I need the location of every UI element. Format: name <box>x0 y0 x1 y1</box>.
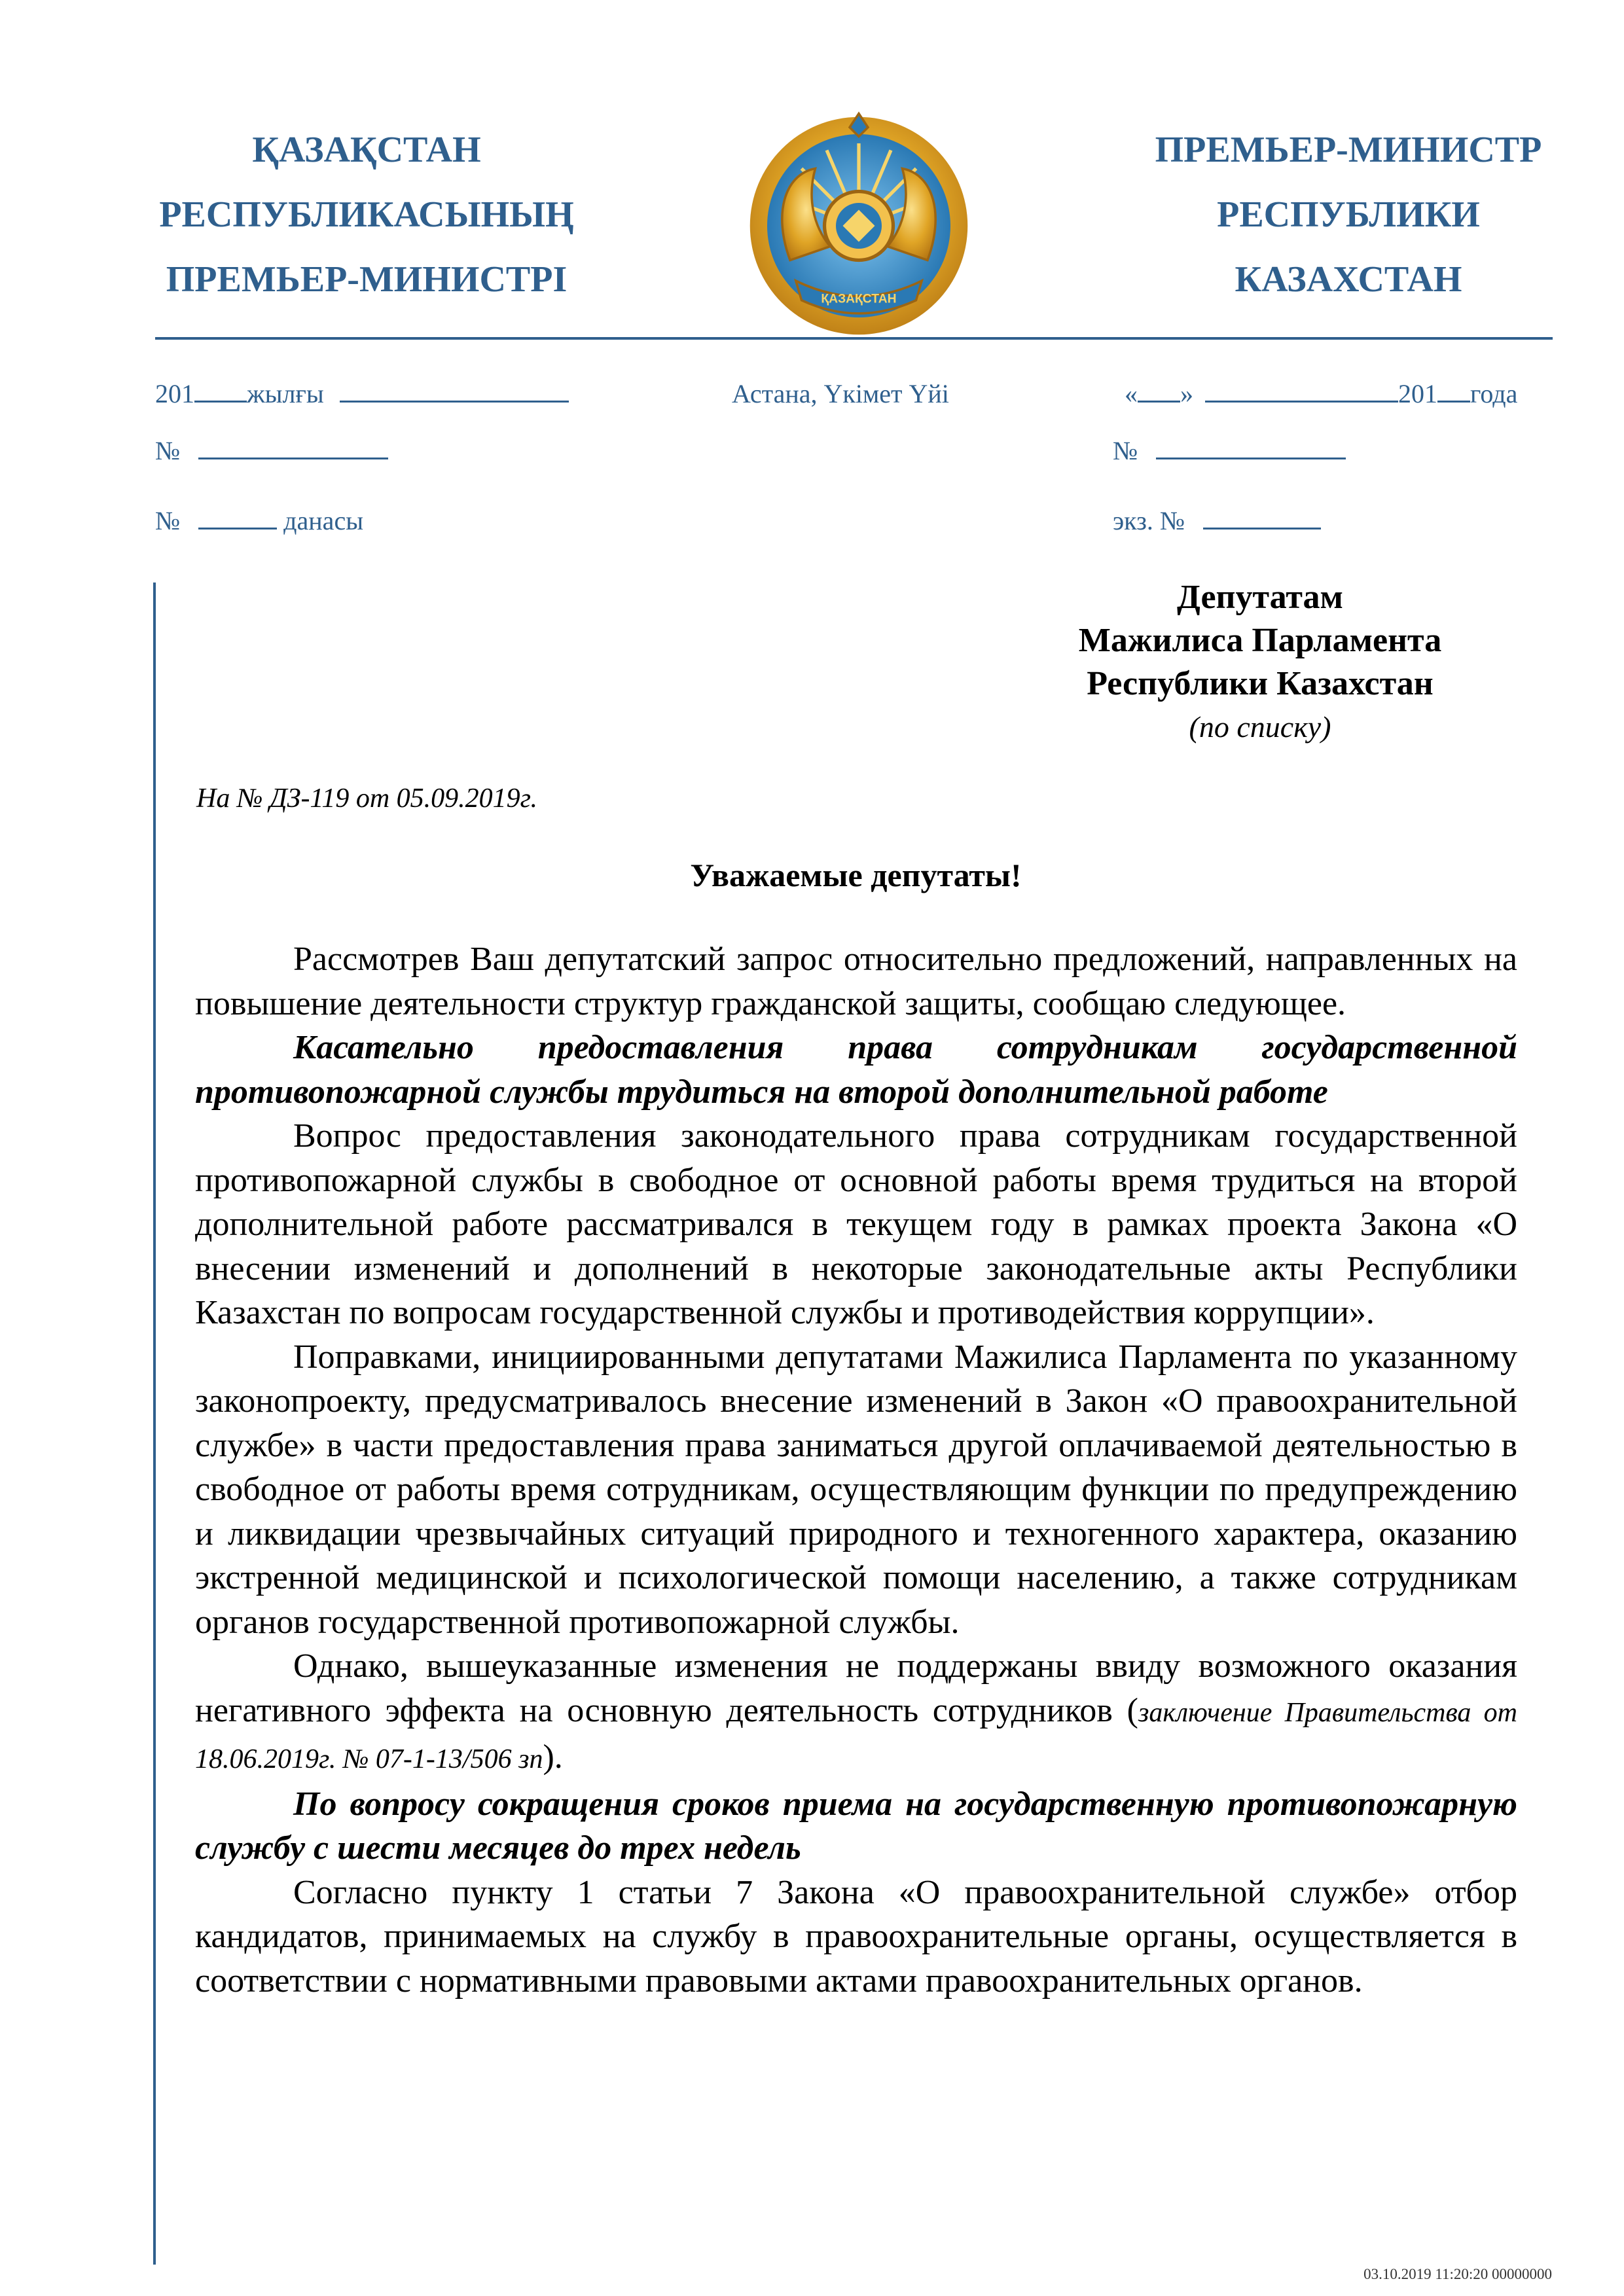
reference-number: На № ДЗ-119 от 05.09.2019г. <box>196 783 537 814</box>
addressee-line-2: Мажилиса Парламента <box>1078 622 1442 659</box>
header-right-line-1: ПРЕМЬЕР-МИНИСТР <box>1155 130 1542 170</box>
addressee-note-text: по списку <box>1199 710 1322 744</box>
copy-prefix-right: экз. № <box>1113 506 1185 535</box>
number-field-left <box>155 435 388 466</box>
date-ru-year-blank <box>1437 378 1470 403</box>
date-ru-month-blank <box>1205 378 1398 403</box>
header-left-kazakh <box>131 118 602 312</box>
addressee-line-1: Депутатам <box>1177 579 1343 616</box>
left-margin-rule <box>153 583 156 2265</box>
number-sign-right: № <box>1113 436 1138 465</box>
copy-blank-right <box>1203 505 1321 529</box>
date-ru-year-prefix: 201 <box>1398 379 1437 408</box>
paragraph-5: Согласно пункту 1 статьи 7 Закона «О правоохранительной службе» отбор кандидатов, принимаемых на службу в правоохранительные органы, осуществляется в соответствии с нормативными правовыми актами правоохранительных органов. <box>195 1873 1517 2000</box>
copy-suffix-left: данасы <box>283 506 364 535</box>
header-divider <box>155 337 1553 340</box>
header-left-line-2: РЕСПУБЛИКАСЫНЫҢ <box>159 194 574 235</box>
addressee-note <box>982 706 1538 749</box>
number-blank-left <box>198 435 388 459</box>
paragraph-4 <box>195 1644 1517 1782</box>
date-ru-quote-close: » <box>1180 379 1193 408</box>
date-kz-year-prefix: 201 <box>155 379 194 408</box>
date-field-kazakh <box>155 378 569 409</box>
paragraph-4-main: Однако, вышеуказанные изменения не поддержаны ввиду возможного оказания негативного эффекта на основную деятельность сотрудников ( <box>195 1647 1517 1729</box>
header-right-line-3: КАЗАХСТАН <box>1235 259 1462 300</box>
place-label: Астана, Үкімет Үйі <box>732 379 949 408</box>
date-kz-blank <box>340 378 569 403</box>
addressee-note-close: ) <box>1321 710 1331 744</box>
addressee-note-open: ( <box>1189 710 1199 744</box>
number-sign-left: № <box>155 436 181 465</box>
date-kz-year-blank <box>194 378 247 403</box>
addressee-line-3: Республики Казахстан <box>1087 665 1434 702</box>
date-ru-year-suffix: года <box>1470 379 1518 408</box>
number-field-right <box>1113 435 1346 466</box>
emblem-ribbon-text: ҚАЗАҚСТАН <box>821 292 897 306</box>
paragraph-3: Поправками, инициированными депутатами Мажилиса Парламента по указанному законопроекту, предусматривалось внесение изменений в Закон «О правоохранительной службе» в части предоставления права заниматься другой оплачиваемой деятельностью в свободное от работы время сотрудникам, осуществляющим функции по предупреждению и ликвидации чрезвычайных ситуаций природного и техногенного характера, оказанию экстренной медицинской и психологической помощи населению, а также сотрудникам органов государственной противопожарной службы. <box>195 1338 1517 1641</box>
date-ru-quote-open: « <box>1125 379 1138 408</box>
header-left-line-1: ҚАЗАҚСТАН <box>252 130 481 170</box>
section-heading-2: По вопросу сокращения сроков приема на государственную противопожарную службу с шести месяцев до трех недель <box>195 1785 1517 1867</box>
salutation: Уважаемые депутаты! <box>690 857 1022 893</box>
footer-timestamp: 03.10.2019 11:20:20 00000000 <box>1363 2266 1552 2282</box>
copy-sign-left: № <box>155 506 181 535</box>
date-kz-year-suffix: жылғы <box>247 379 324 408</box>
header-left-line-3: ПРЕМЬЕР-МИНИСТРІ <box>166 259 568 300</box>
paragraph-1: Рассмотрев Ваш депутатский запрос относительно предложений, направленных на повышение деятельности структур гражданской защиты, сообщаю следующее. <box>195 941 1517 1022</box>
state-emblem-icon <box>744 111 973 340</box>
letter-body <box>195 937 1517 2003</box>
number-blank-right <box>1156 435 1346 459</box>
copy-field-left <box>155 505 363 536</box>
date-field-russian <box>1125 378 1517 409</box>
copy-blank-left <box>198 505 277 529</box>
header-right-russian <box>1113 118 1584 312</box>
paragraph-4-citation: заключение Правительства от 18.06.2019г. № 07-1-13/506 зп <box>195 1697 1517 1774</box>
header-right-line-2: РЕСПУБЛИКИ <box>1217 194 1480 235</box>
date-ru-day-blank <box>1138 378 1180 403</box>
paragraph-2: Вопрос предоставления законодательного права сотрудникам государственной противопожарной службы в свободное от основной работы время трудиться на второй дополнительной работе рассматривался в текущем году в рамках проекта Закона «О внесении изменений и дополнений в некоторые законодательные акты Республики Казахстан по вопросам государственной службы и противодействия коррупции». <box>195 1117 1517 1331</box>
addressee-block <box>982 576 1538 749</box>
copy-field-right <box>1113 505 1321 536</box>
section-heading-1: Касательно предоставления права сотрудникам государственной противопожарной службы трудиться на второй дополнительной работе <box>195 1029 1517 1111</box>
paragraph-4-end: ). <box>543 1738 563 1776</box>
